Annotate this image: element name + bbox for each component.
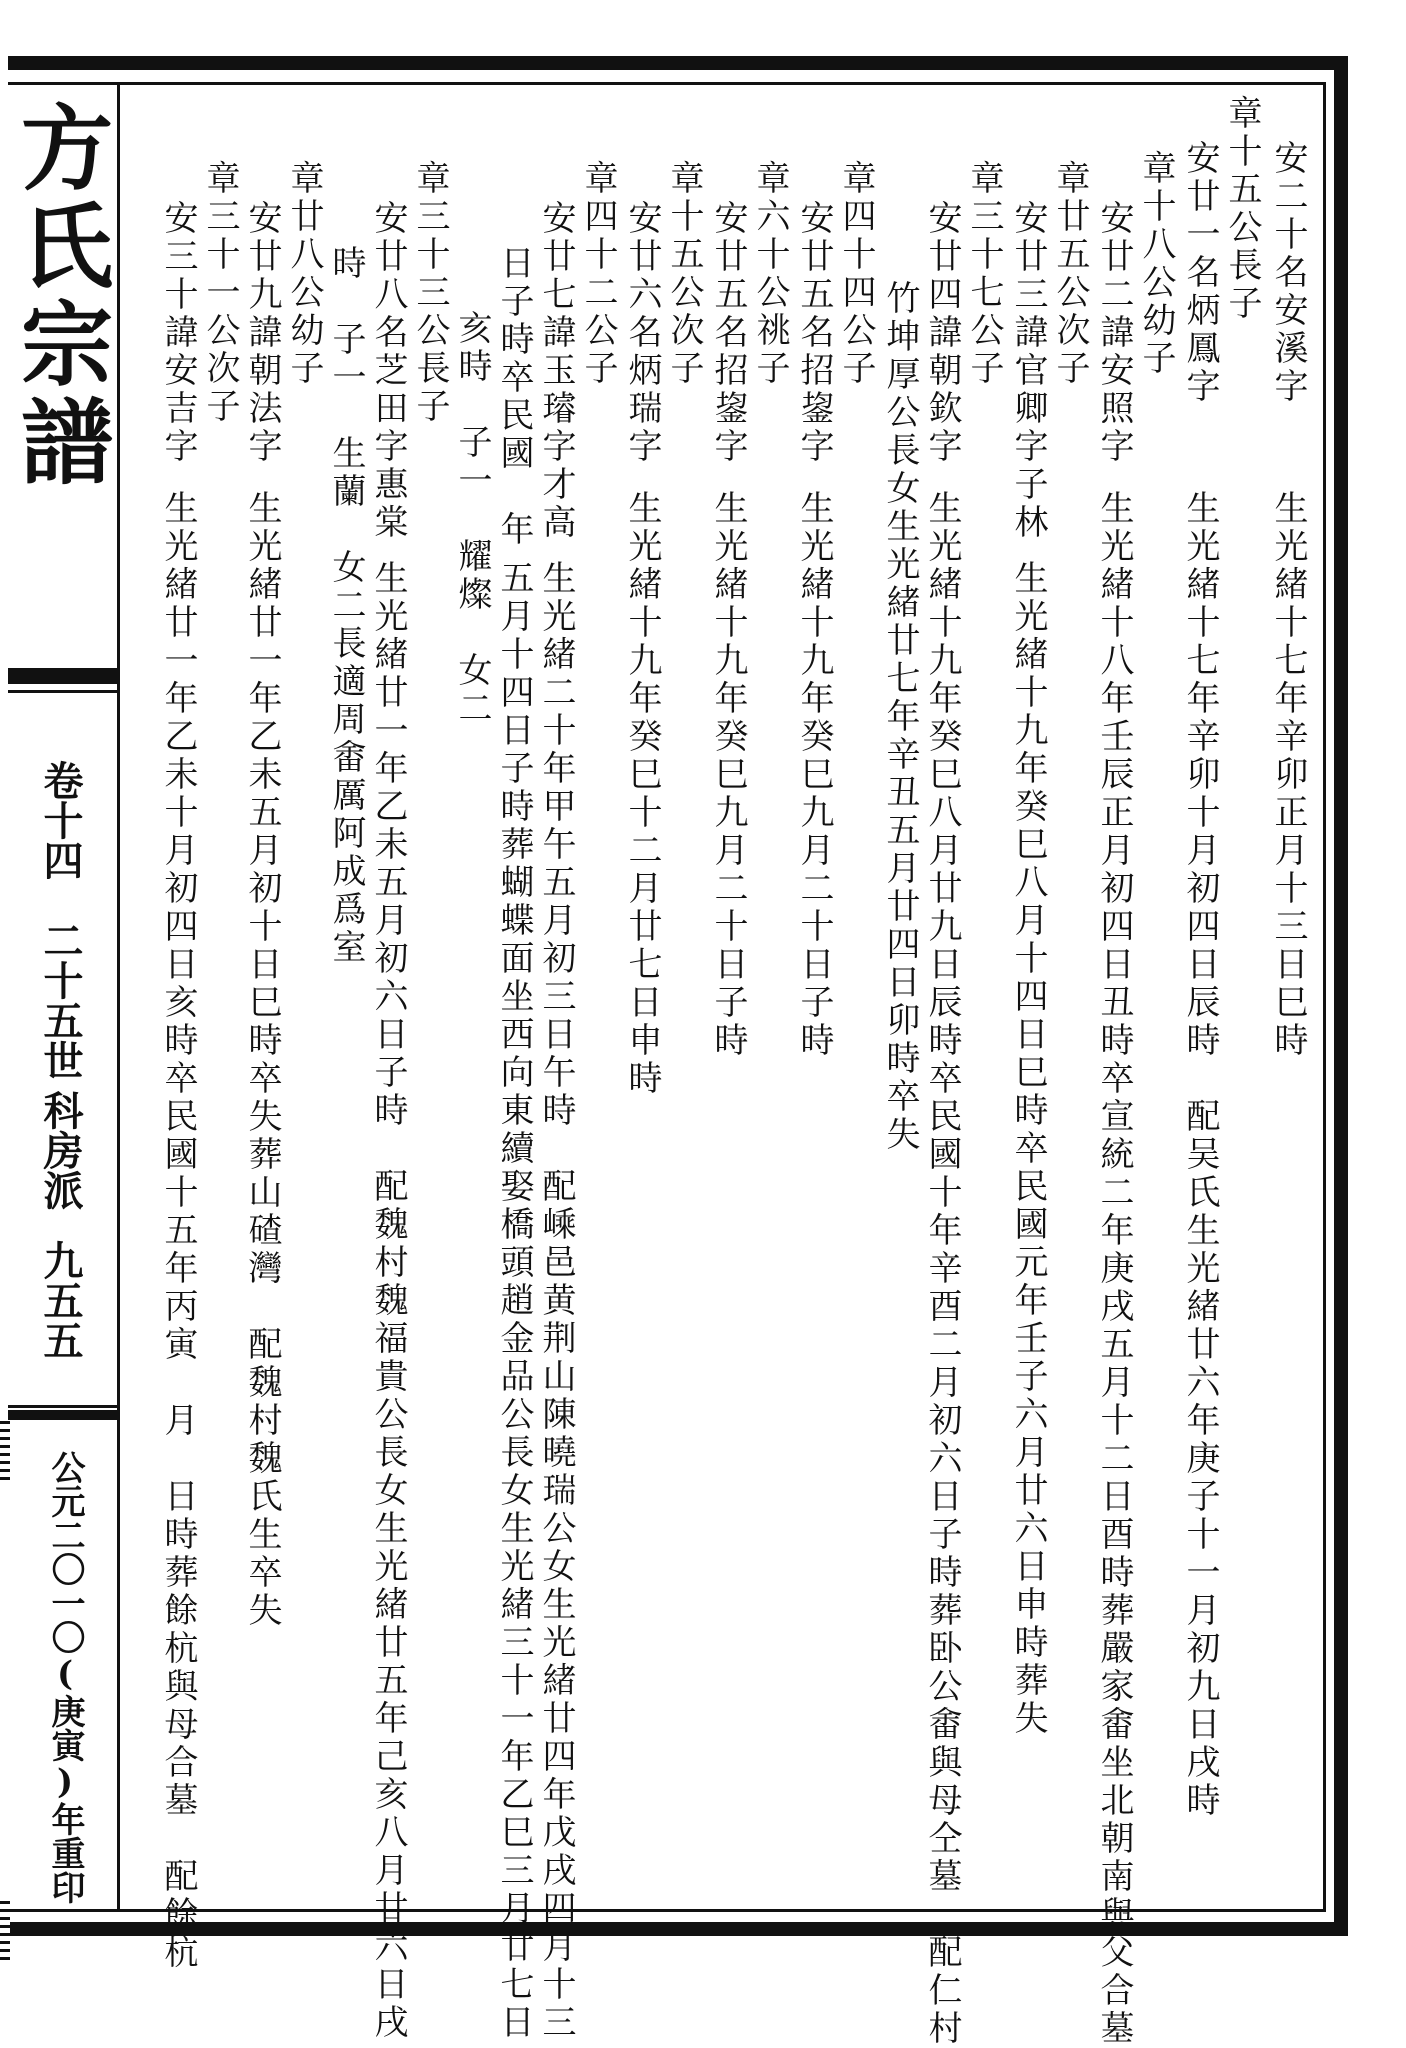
entry-children: 亥時 子一 耀燦 女二 [452, 310, 492, 728]
page-number: 九五五 [37, 1240, 84, 1360]
entry-name: 安廿五名招鋆字 [708, 200, 748, 466]
fish-tail-top [8, 668, 120, 684]
entry-column-22 [368, 200, 408, 542]
entry-detail: 生光緒十九年癸巳十二月廿七日申時 [622, 490, 662, 1098]
entry-detail: 生光緒二十年甲午五月初三日午時 配嵊邑黄荆山陳曉瑞公女生光緒廿四年戊戌四月十三 [536, 560, 576, 2042]
entry-column-1-detail [1268, 490, 1308, 1060]
entry-column-9-detail [922, 490, 962, 2048]
entry-column-27-detail [158, 490, 198, 1972]
entry-lineage: 章十八公幼子 [1136, 150, 1176, 378]
entry-lineage: 章十五公長子 [1222, 95, 1262, 323]
entry-lineage: 章十五公次子 [664, 160, 704, 388]
entry-column-12-detail [794, 490, 834, 1060]
entry-column-20 [452, 310, 492, 728]
entry-column-23 [326, 245, 366, 967]
generation-label: 二十五世 [37, 920, 84, 1080]
entry-name: 安廿五名招鋆字 [794, 200, 834, 466]
entry-column-7-detail [1008, 560, 1048, 1738]
entry-column-1 [1268, 140, 1308, 406]
entry-name: 安廿一名炳鳳字 [1180, 140, 1220, 406]
entry-column-27 [158, 200, 198, 466]
entry-column-14 [708, 200, 748, 466]
entry-column-12 [794, 200, 834, 466]
reprint-label: 公元二〇一〇(庚寅)年重印 [45, 1450, 85, 1904]
entry-lineage: 章三十三公長子 [410, 160, 450, 426]
book-title: 方氏宗譜 [6, 100, 114, 492]
entry-column-19 [494, 245, 534, 549]
entry-column-22-detail [368, 560, 408, 2042]
entry-name: 安廿三諱官卿字子林 [1008, 200, 1048, 542]
entry-lineage: 章六十公祧子 [750, 160, 790, 388]
entry-column-16 [622, 200, 662, 466]
entry-detail: 生光緒十七年辛卯正月十三日巳時 [1268, 490, 1308, 1060]
entry-column-18 [536, 200, 576, 542]
edge-hatch [0, 1900, 10, 1960]
entry-column-5 [1094, 200, 1134, 466]
entry-column-11 [836, 160, 876, 388]
volume-label: 卷十四 [37, 760, 84, 880]
entry-name: 安廿八名芝田字惠棠 [368, 200, 408, 542]
entry-column-9 [922, 200, 962, 466]
entry-lineage: 章三十七公子 [964, 160, 1004, 388]
entry-name: 安二十名安溪字 [1268, 140, 1308, 406]
fish-line [8, 690, 120, 693]
edge-hatch [0, 1420, 10, 1480]
entry-detail: 生光緒廿一年乙未五月初六日子時 配魏村魏福貴公長女生光緒廿五年己亥八月廿六日戌 [368, 560, 408, 2042]
entry-detail: 生光緒十七年辛卯十月初四日辰時 配吴氏生光緒廿六年庚子十一月初九日戌時 [1180, 490, 1220, 1820]
entry-column-24 [284, 160, 324, 388]
entry-column-6 [1050, 160, 1090, 388]
entry-column-17 [578, 160, 618, 388]
entry-column-3 [1180, 140, 1220, 406]
entry-name: 安廿六名炳瑞字 [622, 200, 662, 466]
entry-lineage: 章廿八公幼子 [284, 160, 324, 388]
entry-lineage: 章四十二公子 [578, 160, 618, 388]
entry-column-14-detail [708, 490, 748, 1060]
entry-column-4 [1136, 150, 1176, 378]
entry-detail: 竹坤厚公長女生光緒廿七年辛丑五月廿四日卯時卒失 [880, 280, 920, 1154]
entry-column-5-detail [1094, 490, 1134, 2048]
entry-lineage: 章三十一公次子 [200, 160, 240, 426]
entry-column-7 [1008, 200, 1048, 542]
entry-column-8 [964, 160, 1004, 388]
entry-column-21 [410, 160, 450, 426]
entry-column-13 [750, 160, 790, 388]
entry-name: 安三十諱安吉字 [158, 200, 198, 466]
entry-name: 安廿二諱安照字 [1094, 200, 1134, 466]
entry-column-10 [880, 280, 920, 1154]
fish-tail-bottom [8, 1410, 120, 1420]
entry-detail: 生光緒廿一年乙未十月初四日亥時卒民國十五年丙寅 月 日時葬餘杭與母合墓 配餘杭 [158, 490, 198, 1972]
entry-detail: 生光緒十九年癸巳九月二十日子時 [794, 490, 834, 1060]
entry-children: 時 子一 生蘭 女二長適周畬厲阿成爲室 [326, 245, 366, 967]
branch-label: 科房派 [37, 1090, 84, 1210]
entry-column-26 [200, 160, 240, 426]
entry-column-15 [664, 160, 704, 388]
entry-detail: 生光緒廿一年乙未五月初十日巳時卒失葬山碴灣 配魏村魏氏生卒失 [242, 490, 282, 1630]
entry-column-3-detail [1180, 490, 1220, 1820]
entry-detail: 生光緒十九年癸巳八月十四日巳時卒民國元年壬子六月廿六日申時葬失 [1008, 560, 1048, 1738]
entry-lineage: 章廿五公次子 [1050, 160, 1090, 388]
entry-column-25-detail [242, 490, 282, 1630]
entry-lineage: 章四十四公子 [836, 160, 876, 388]
entry-name: 安廿四諱朝欽字 [922, 200, 962, 466]
entry-column-18-detail [536, 560, 576, 2042]
entry-name: 安廿七諱玉璿字才高 [536, 200, 576, 542]
entry-column-19-detail [494, 560, 534, 2042]
fish-line [8, 1405, 120, 1408]
entry-detail: 五月十四日子時葬蝴蝶面坐西向東續娶橋頭趙金品公長女生光緒三十一年乙巳三月廿七日 [494, 560, 534, 2042]
entry-column-2 [1222, 95, 1262, 323]
entry-detail: 生光緒十八年壬辰正月初四日丑時卒宣統二年庚戌五月十二日酉時葬嚴家畬坐北朝南與父合墓 [1094, 490, 1134, 2048]
entry-detail: 日子時卒民國 年 [494, 245, 534, 549]
entry-detail: 生光緒十九年癸巳九月二十日子時 [708, 490, 748, 1060]
entry-column-16-detail [622, 490, 662, 1098]
entry-column-25 [242, 200, 282, 466]
entry-detail: 生光緒十九年癸巳八月廿九日辰時卒民國十年辛酉二月初六日子時葬卧公畬與母仝墓 配仁村 [922, 490, 962, 2048]
entry-name: 安廿九諱朝法字 [242, 200, 282, 466]
